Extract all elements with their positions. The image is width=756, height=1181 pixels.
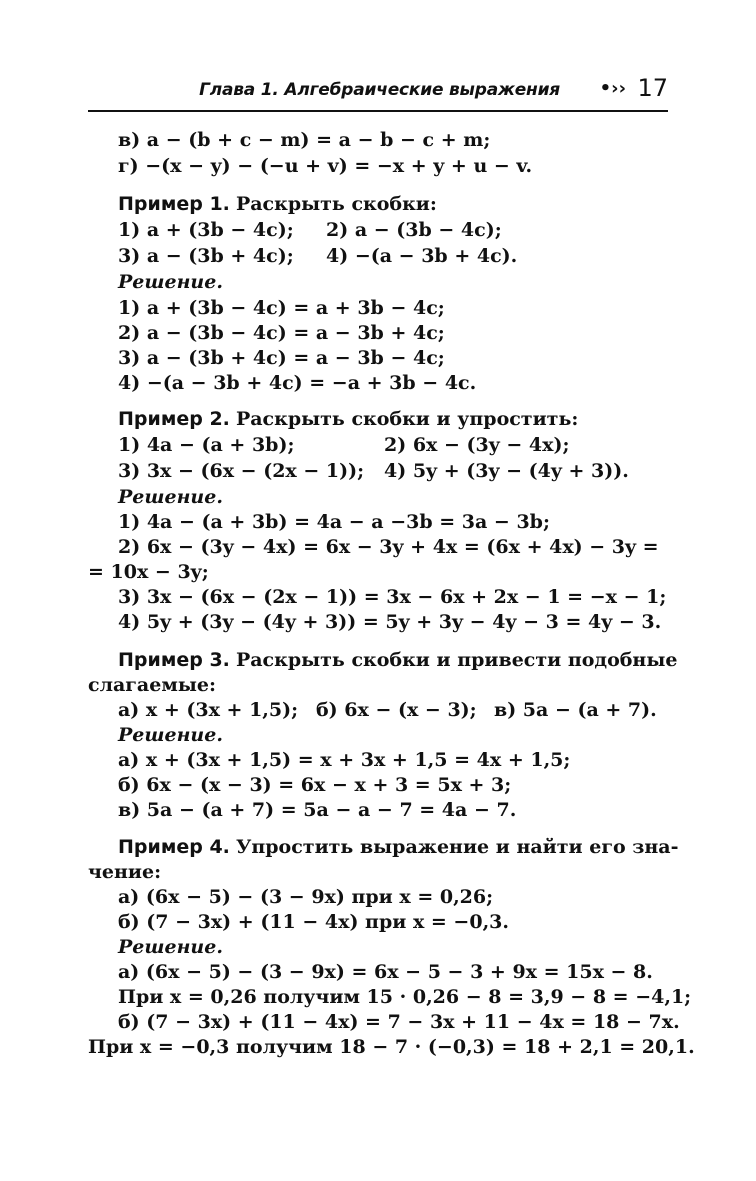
task-item: 4) −(a − 3b + 4c). — [326, 245, 518, 267]
example-3-heading — [118, 648, 677, 672]
text-line: г) −(x − y) − (−u + v) = −x + y + u − v. — [118, 155, 533, 177]
task-item: б) 6x − (x − 3); — [316, 699, 477, 721]
example-label: Пример 4. — [118, 836, 230, 858]
solution-line: 2) 6x − (3y − 4x) = 6x − 3y + 4x = (6x + 4x) − 3y = — [118, 536, 659, 558]
solution-line: а) (6x − 5) − (3 − 9x) = 6x − 5 − 3 + 9x = 15x − 8. — [118, 961, 653, 983]
solution-line: 3) 3x − (6x − (2x − 1)) = 3x − 6x + 2x − 1 = −x − 1; — [118, 586, 667, 608]
example-task: Упростить выражение и найти его зна- — [235, 836, 679, 858]
solution-line: а) x + (3x + 1,5) = x + 3x + 1,5 = 4x + 1,5; — [118, 749, 571, 771]
task-item: а) x + (3x + 1,5); — [118, 699, 299, 721]
task-item: 3) a − (3b + 4c); — [118, 245, 294, 267]
task-item: 3) 3x − (6x − (2x − 1)); — [118, 460, 365, 482]
page-number: 17 — [637, 74, 668, 102]
example-task: слагаемые: — [88, 674, 216, 696]
page-header — [88, 74, 668, 108]
example-task: Раскрыть скобки и привести подобные — [235, 649, 678, 671]
solution-line: 1) a + (3b − 4c) = a + 3b − 4c; — [118, 297, 445, 319]
solution-line: б) (7 − 3x) + (11 − 4x) = 7 − 3x + 11 − 4x = 18 − 7x. — [118, 1011, 680, 1033]
task-item: 2) 6x − (3y − 4x); — [384, 434, 570, 456]
solution-line: б) 6x − (x − 3) = 6x − x + 3 = 5x + 3; — [118, 774, 512, 796]
example-label: Пример 2. — [118, 408, 230, 430]
example-task: чение: — [88, 861, 162, 883]
example-label: Пример 3. — [118, 649, 230, 671]
task-item: 1) 4a − (a + 3b); — [118, 434, 295, 456]
solution-line: 3) a − (3b + 4c) = a − 3b − 4c; — [118, 347, 445, 369]
solution-label: Решение. — [118, 936, 223, 958]
task-item: 4) 5y + (3y − (4y + 3)). — [384, 460, 629, 482]
chapter-title: Глава 1. Алгебраические выражения — [199, 80, 560, 100]
solution-line: 2) a − (3b − 4c) = a − 3b + 4c; — [118, 322, 445, 344]
solution-line: 4) 5y + (3y − (4y + 3)) = 5y + 3y − 4y − 3 = 4y − 3. — [118, 611, 662, 633]
example-1-heading — [118, 192, 437, 216]
text-line: в) a − (b + c − m) = a − b − c + m; — [118, 129, 491, 151]
header-rule — [88, 110, 668, 112]
example-task: Раскрыть скобки и упростить: — [235, 408, 579, 430]
task-item: в) 5a − (a + 7). — [494, 699, 657, 721]
task-item: 1) a + (3b − 4c); — [118, 219, 294, 241]
solution-line: = 10x − 3y; — [88, 561, 209, 583]
task-item: 2) a − (3b − 4c); — [326, 219, 502, 241]
example-label: Пример 1. — [118, 193, 230, 215]
solution-label: Решение. — [118, 724, 223, 746]
solution-line: 4) −(a − 3b + 4c) = −a + 3b − 4c. — [118, 372, 477, 394]
solution-line: При x = −0,3 получим 18 − 7 · (−0,3) = 18 + 2,1 = 20,1. — [88, 1036, 695, 1058]
solution-label: Решение. — [118, 271, 223, 293]
example-4-heading — [118, 835, 679, 859]
example-task: Раскрыть скобки: — [235, 193, 437, 215]
solution-line: 1) 4a − (a + 3b) = 4a − a −3b = 3a − 3b; — [118, 511, 550, 533]
header-ornament: •›› — [599, 78, 626, 99]
task-item: а) (6x − 5) − (3 − 9x) при x = 0,26; — [118, 886, 494, 908]
solution-label: Решение. — [118, 486, 223, 508]
task-item: б) (7 − 3x) + (11 − 4x) при x = −0,3. — [118, 911, 510, 933]
solution-line: При x = 0,26 получим 15 · 0,26 − 8 = 3,9 − 8 = −4,1; — [118, 986, 692, 1008]
solution-line: в) 5a − (a + 7) = 5a − a − 7 = 4a − 7. — [118, 799, 517, 821]
example-2-heading — [118, 407, 578, 431]
